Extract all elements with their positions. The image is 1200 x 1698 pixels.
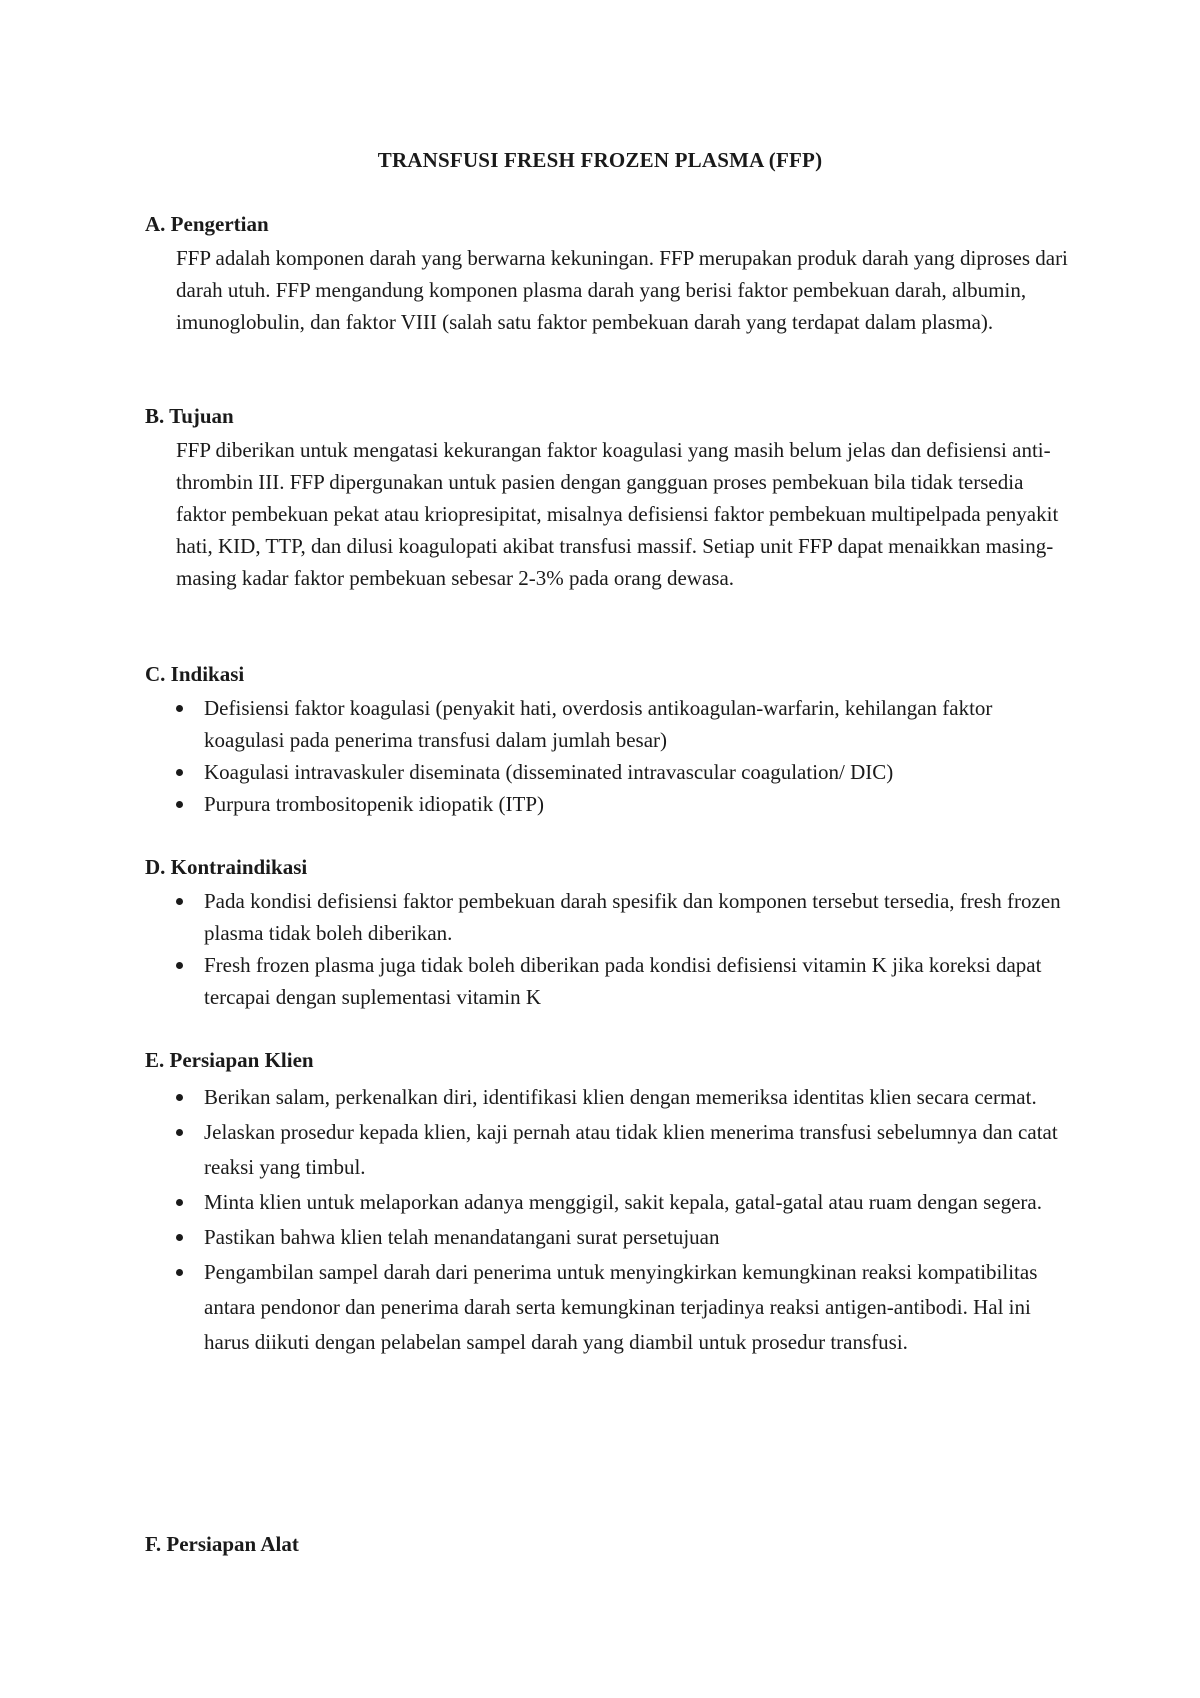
bullet-icon — [176, 1269, 183, 1276]
list-item-text: Pastikan bahwa klien telah menandatangani surat persetujuan — [204, 1225, 720, 1249]
indikasi-list — [176, 692, 1076, 820]
section-heading-indikasi: C. Indikasi — [145, 662, 245, 686]
list-item-text: Fresh frozen plasma juga tidak boleh diberikan pada kondisi defisiensi vitamin K jika koreksi dapat tercapai dengan suplementasi vitamin K — [204, 953, 1042, 1009]
list-item-text: Berikan salam, perkenalkan diri, identifikasi klien dengan memeriksa identitas klien secara cermat. — [204, 1085, 1037, 1109]
list-item-text: Minta klien untuk melaporkan adanya menggigil, sakit kepala, gatal-gatal atau ruam dengan segera. — [204, 1190, 1042, 1214]
bullet-icon — [176, 769, 183, 776]
bullet-icon — [176, 1094, 183, 1101]
list-item-text: Pada kondisi defisiensi faktor pembekuan darah spesifik dan komponen tersebut tersedia, fresh frozen plasma tidak boleh diberikan. — [204, 889, 1061, 945]
list-item — [176, 692, 1076, 756]
list-item — [176, 1220, 1076, 1255]
list-item — [176, 885, 1076, 949]
list-item — [176, 756, 1076, 788]
bullet-icon — [176, 1234, 183, 1241]
list-item-text: Koagulasi intravaskuler diseminata (disseminated intravascular coagulation/ DIC) — [204, 760, 894, 784]
list-item-text: Jelaskan prosedur kepada klien, kaji pernah atau tidak klien menerima transfusi sebelumnya dan catat reaksi yang timbul. — [204, 1120, 1058, 1179]
document-title: TRANSFUSI FRESH FROZEN PLASMA (FFP) — [377, 148, 823, 172]
list-item — [176, 1115, 1076, 1185]
bullet-icon — [176, 705, 183, 712]
list-item — [176, 788, 1076, 820]
bullet-icon — [176, 962, 183, 969]
list-item — [176, 1185, 1076, 1220]
list-item-text: Pengambilan sampel darah dari penerima untuk menyingkirkan kemungkinan reaksi kompatibilitas antara pendonor dan penerima darah serta kemungkinan terjadinya reaksi antigen-antibodi. Hal ini harus diikuti dengan pelabelan sampel darah yang diambil untuk prosedur transfusi. — [204, 1260, 1038, 1354]
list-item — [176, 1255, 1076, 1360]
section-paragraph-pengertian: FFP adalah komponen darah yang berwarna kekuningan. FFP merupakan produk darah yang diproses dari darah utuh. FFP mengandung komponen plasma darah yang berisi faktor pembekuan darah, albumin, imunoglobulin, dan faktor VIII (salah satu faktor pembekuan darah yang terdapat dalam plasma). — [176, 246, 1068, 334]
list-item-text: Defisiensi faktor koagulasi (penyakit hati, overdosis antikoagulan-warfarin, kehilangan faktor koagulasi pada penerima transfusi dalam jumlah besar) — [204, 696, 993, 752]
bullet-icon — [176, 898, 183, 905]
list-item-text: Purpura trombositopenik idiopatik (ITP) — [204, 792, 545, 816]
list-item — [176, 949, 1076, 1013]
persiapan-klien-list — [176, 1080, 1076, 1360]
section-heading-persiapan-klien: E. Persiapan Klien — [145, 1048, 314, 1072]
bullet-icon — [176, 801, 183, 808]
section-heading-kontraindikasi: D. Kontraindikasi — [145, 855, 308, 879]
bullet-icon — [176, 1199, 183, 1206]
kontraindikasi-list — [176, 885, 1076, 1013]
section-heading-pengertian: A. Pengertian — [145, 212, 269, 236]
list-item — [176, 1080, 1076, 1115]
section-paragraph-tujuan: FFP diberikan untuk mengatasi kekurangan faktor koagulasi yang masih belum jelas dan defisiensi anti-thrombin III. FFP dipergunakan untuk pasien dengan gangguan proses pembekuan bila tidak tersedia faktor pembekuan pekat atau kriopresipitat, misalnya defisiensi faktor pembekuan multipelpada penyakit hati, KID, TTP, dan dilusi koagulopati akibat transfusi massif. Setiap unit FFP dapat menaikkan masing-masing kadar faktor pembekuan sebesar 2-3% pada orang dewasa. — [176, 438, 1059, 590]
bullet-icon — [176, 1129, 183, 1136]
section-heading-persiapan-alat: F. Persiapan Alat — [145, 1532, 299, 1556]
section-heading-tujuan: B. Tujuan — [145, 404, 234, 428]
